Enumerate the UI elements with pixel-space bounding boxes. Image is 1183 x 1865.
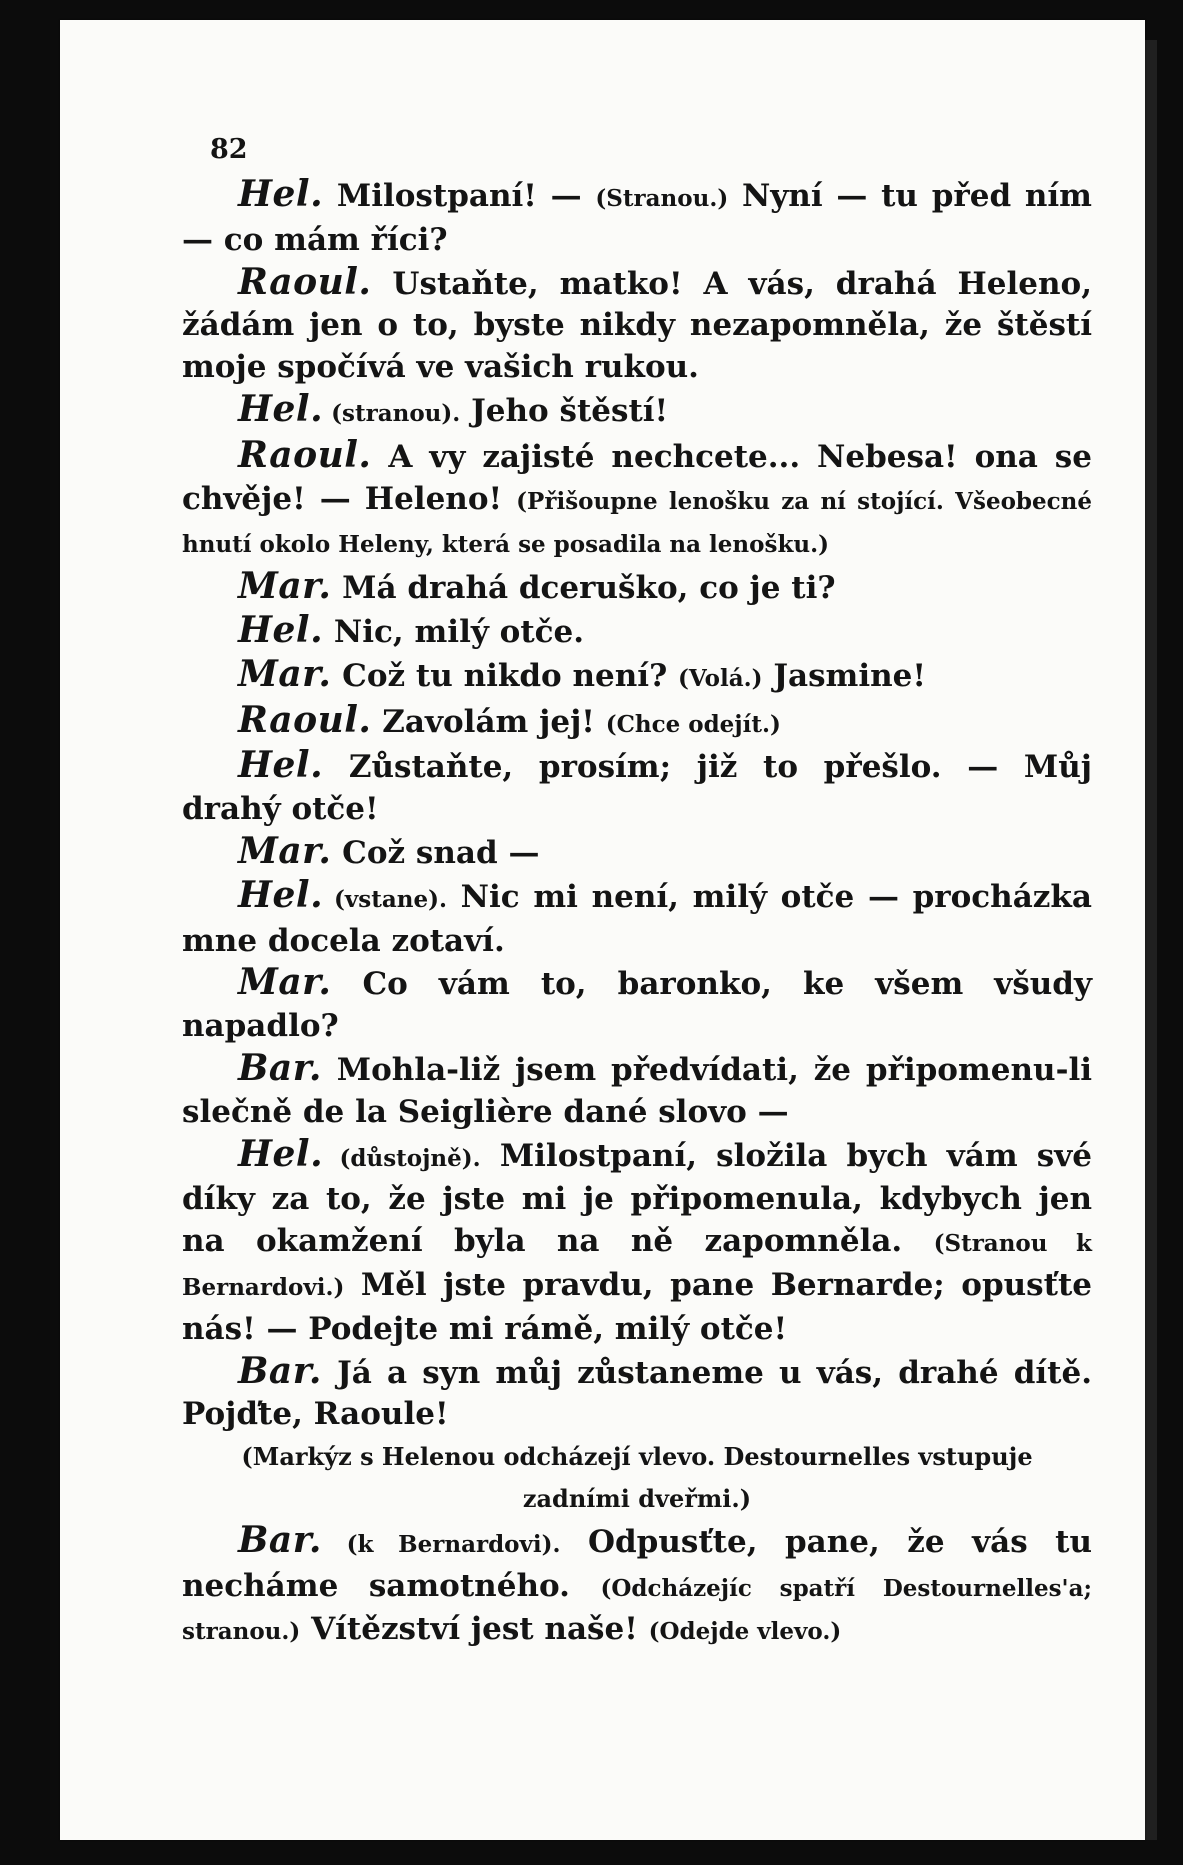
speech-text: Milostpaní, složila bych vám své díky za to, že jste mi je připomenula, kdybych jen na okamžení byla na ně zapomněla. (182, 1137, 1092, 1260)
stage-direction: (Stranou.) (595, 185, 729, 212)
speech-text: Vítězství jest naše! (300, 1611, 649, 1648)
speech-text: Jeho štěstí! (460, 392, 669, 429)
stage-direction: (Chce odejít.) (605, 710, 781, 738)
speech-text: Jasmine! (762, 657, 926, 694)
dialogue-line (182, 745, 1092, 831)
stage-direction: (k Bernardovi). (321, 1530, 561, 1558)
stage-direction: (Odejde vlevo.) (648, 1618, 842, 1646)
dialogue-line (182, 1351, 1092, 1437)
speaker-name: Hel. (238, 173, 324, 215)
speaker-name: Raoul. (238, 433, 372, 476)
speaker-name: Hel. (238, 387, 324, 430)
stage-direction: (Přišoupne lenošku za ní stojící. Všeobecné hnutí okolo Heleny, která se posadila na lenošku.) (182, 487, 1092, 559)
dialogue (182, 174, 1092, 1436)
speaker-name: Bar. (238, 1518, 322, 1561)
speaker-name: Raoul. (238, 260, 372, 303)
stage-direction: (Stranou k Bernardovi.) (182, 1230, 1092, 1301)
speaker-name: Hel. (238, 1132, 324, 1175)
dialogue-line (182, 1520, 1092, 1653)
dialogue-line (182, 174, 1092, 262)
dialogue-line (182, 962, 1092, 1048)
dialogue-line (182, 700, 1092, 746)
speech-text: Co vám to, baronko, ke všem všudy napadlo? (182, 966, 1092, 1045)
stage-direction: (vstane). (323, 885, 447, 913)
page-edge-shadow (1145, 40, 1157, 1840)
speech-text: A vy zajisté nechcete... Nebesa! ona se chvěje! — Heleno! (182, 438, 1092, 517)
stage-direction: (důstojně). (323, 1144, 481, 1172)
speaker-name: Mar. (238, 565, 332, 608)
speech-text: Mohla-liž jsem předvídati, že připomenu-li slečně de la Seiglière dané slovo — (182, 1051, 1092, 1130)
speech-text: Ustaňte, matko! A vás, drahá Heleno, žádám jen o to, byste nikdy nezapomněla, že štěstí moje spočívá ve vašich rukou. (182, 265, 1092, 386)
page-content (182, 130, 1092, 1653)
dialogue-line (182, 435, 1092, 566)
dialogue-end (182, 1520, 1092, 1653)
speaker-name: Bar. (238, 1046, 322, 1089)
speech-text: Nyní — tu před ním — co mám říci? (182, 178, 1092, 258)
stage-direction: (Volá.) (678, 664, 763, 692)
speaker-name: Hel. (238, 744, 324, 787)
speaker-name: Hel. (238, 873, 324, 916)
speech-text: Má drahá dceruško, co je ti? (331, 570, 836, 607)
speech-text: Odpusťte, pane, že vás tu necháme samotného. (182, 1523, 1092, 1604)
dialogue-line (182, 654, 1092, 700)
stage-direction-line-1: (Markýz s Helenou odcházejí vlevo. Destournelles vstupuje (241, 1442, 1033, 1472)
dialogue-line (182, 566, 1092, 610)
speech-text: Měl jste pravdu, pane Bernarde; opusťte nás! — Podejte mi rámě, milý otče! (182, 1266, 1092, 1347)
dialogue-line (182, 1048, 1092, 1134)
page-number: 82 (210, 134, 248, 165)
speaker-name: Bar. (238, 1349, 322, 1392)
stage-direction-block (182, 1436, 1092, 1520)
speech-text: Já a syn můj zůstaneme u vás, drahé dítě. Pojďte, Raoule! (182, 1354, 1092, 1433)
speech-text: Nic mi není, milý otče — procházka mne docela zotaví. (182, 878, 1092, 959)
speaker-name: Mar. (238, 652, 332, 695)
dialogue-line (182, 389, 1092, 435)
speaker-name: Raoul. (238, 698, 372, 741)
speech-text: Nic, milý otče. (323, 613, 585, 650)
speech-text: Což snad — (331, 834, 540, 871)
speech-text: Což tu nikdo není? (331, 657, 679, 694)
speech-text: Zůstaňte, prosím; již to přešlo. — Můj drahý otče! (182, 749, 1092, 828)
stage-direction-line-2: zadními dveřmi.) (522, 1483, 752, 1513)
speech-text: Milostpaní! — (323, 178, 596, 214)
dialogue-line (182, 831, 1092, 875)
speaker-name: Mar. (238, 829, 332, 872)
speaker-name: Hel. (238, 608, 324, 651)
dialogue-line (182, 610, 1092, 654)
dialogue-line (182, 1134, 1092, 1351)
dialogue-line (182, 262, 1092, 389)
stage-direction: (stranou). (323, 399, 461, 427)
speech-text: Zavolám jej! (371, 703, 606, 740)
dialogue-line (182, 875, 1092, 963)
stage-direction: (Odcházejíc spatří Destournelles'a; stranou.) (182, 1574, 1092, 1646)
speaker-name: Mar. (238, 961, 332, 1004)
